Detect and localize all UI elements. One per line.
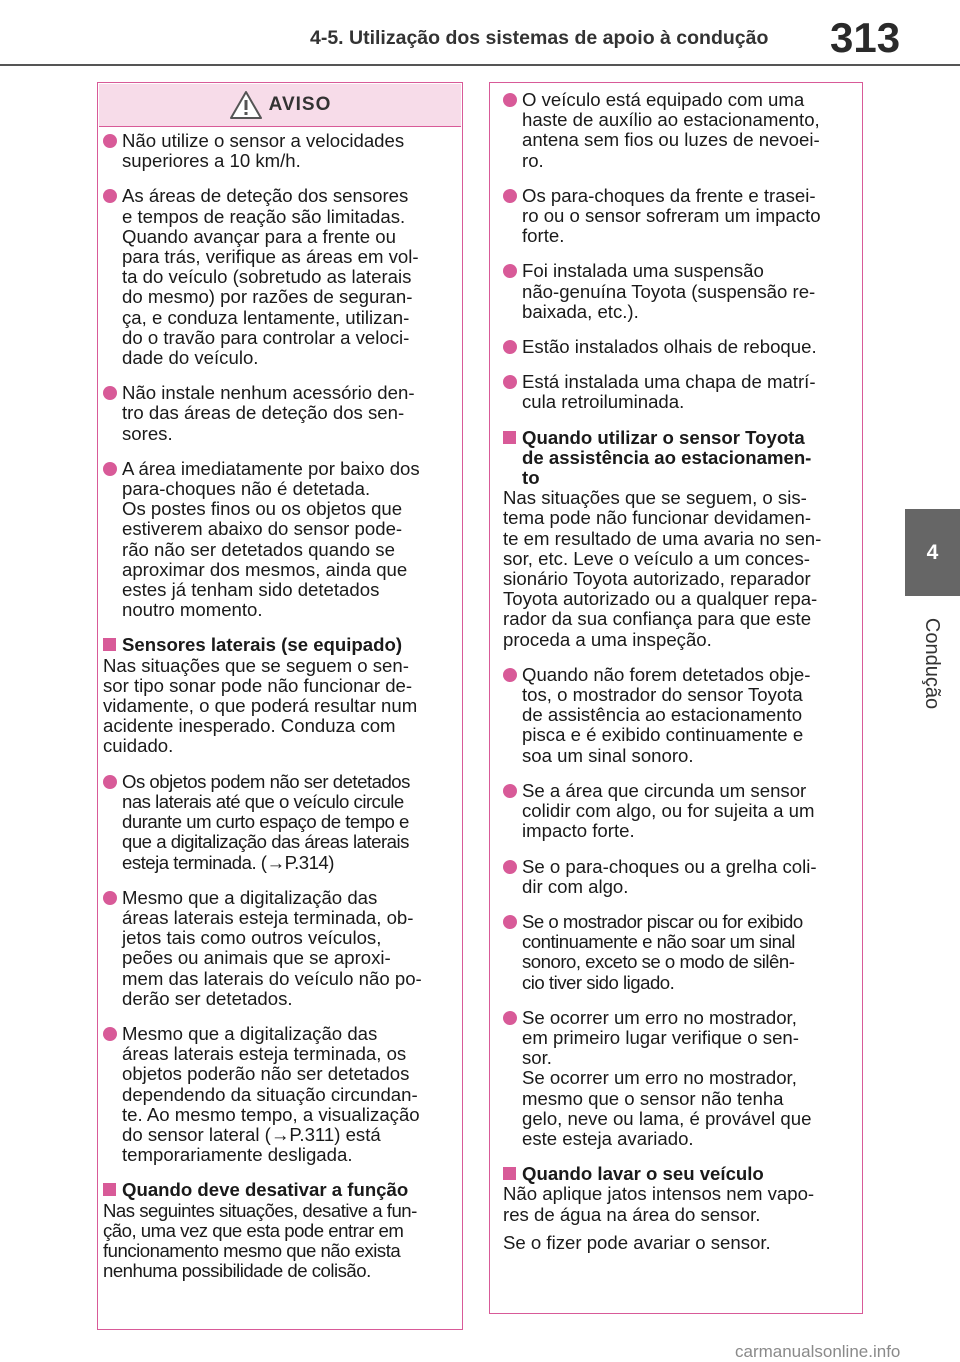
warning-item: Foi instalada uma suspensão não-genuína Toyota (suspensão re- baixada, etc.). xyxy=(503,261,853,322)
warning-item: Os objetos podem não ser detetados nas laterais até que o veículo circule durante um curto espaço de tempo e que a digitalização das áreas laterais esteja terminada. (→P.314) xyxy=(103,772,457,873)
section-text: Nas situações que se seguem, o sis- tema pode não funcionar devidamen- te em resultado de uma avaria no sen- sor, etc. Leve o veículo a um conces- sionário Toyota autorizado, reparador Toyota autorizado ou a qualquer repa- rador da sua confiança para que este proceda a uma inspeção. xyxy=(503,487,822,650)
section-title: 4-5. Utilização dos sistemas de apoio à condução xyxy=(310,27,769,49)
page-number: 313 xyxy=(830,14,901,61)
section-text: Não aplique jatos intensos nem vapo- res de água na área do sensor. xyxy=(503,1183,815,1225)
warning-item: Os para-choques da frente e trasei- ro ou o sensor sofreram um impacto forte. xyxy=(503,186,853,247)
warning-item: A área imediatamente por baixo dos para-choques não é detetada. Os postes finos ou os objetos que estiverem abaixo do sensor pode- rão não ser detetados quando se aproximar dos mesmos, ainda que estes já tenham sido detetados noutro momento. xyxy=(103,459,457,621)
bullet-icon xyxy=(503,264,517,278)
washing-section xyxy=(503,1164,853,1253)
warning-item: Não instale nenhum acessório den- tro das áreas de deteção dos sen- sores. xyxy=(103,383,457,444)
section-text: Se o fizer pode avariar o sensor. xyxy=(503,1231,771,1253)
deactivate-section xyxy=(103,1180,457,1281)
warning-item: Se ocorrer um erro no mostrador, em primeiro lugar verifique o sen- sor. Se ocorrer um erro no mostrador, mesmo que o sensor não tenha gelo, neve ou lama, é provável que este esteja avariado. xyxy=(503,1008,853,1149)
warning-item: Não utilize o sensor a velocidades superiores a 10 km/h. xyxy=(103,131,457,171)
section-intro: Nas situações que se seguem o sen- sor tipo sonar pode não funcionar de- vidamente, o que poderá resultar num acidente inesperado. Conduza com cuidado. xyxy=(103,654,418,757)
warning-item: Mesmo que a digitalização das áreas laterais esteja terminada, ob- jetos tais como outros veículos, peões ou animais que se aproxi- mem das laterais do veículo não po- derão ser detetados. xyxy=(103,888,457,1009)
bullet-icon xyxy=(503,375,517,389)
bullet-icon xyxy=(503,784,517,798)
section-heading: Quando utilizar o sensor Toyota de assistência ao estacionamen- to xyxy=(503,428,853,489)
square-bullet-icon xyxy=(503,431,516,444)
bullet-icon xyxy=(503,93,517,107)
bullet-icon xyxy=(103,462,117,476)
warning-title: AVISO xyxy=(268,94,332,115)
section-heading: Quando lavar o seu veículo xyxy=(503,1164,853,1184)
bullet-icon xyxy=(103,1027,117,1041)
when-use-section xyxy=(503,428,853,650)
chapter-label-text: Condução xyxy=(921,617,944,710)
bullet-icon xyxy=(503,1011,517,1025)
bullet-icon xyxy=(103,386,117,400)
warning-item: As áreas de deteção dos sensores e tempos de reação são limitadas. Quando avançar para a frente ou para trás, verifique as áreas em vol- ta do veículo (sobretudo as laterais do mesmo) por razões de seguran- ça, e conduza lentamente, utilizan- do o travão para controlar a veloci- dade do veículo. xyxy=(103,186,457,368)
watermark: carmanualsonline.info xyxy=(735,1342,901,1361)
bullet-icon xyxy=(503,340,517,354)
bullet-icon xyxy=(103,775,117,789)
bullet-icon xyxy=(503,189,517,203)
warning-item: Está instalada uma chapa de matrí- cula retroiluminada. xyxy=(503,372,853,412)
warning-item: O veículo está equipado com uma haste de auxílio ao estacionamento, antena sem fios ou luzes de nevoei- ro. xyxy=(503,90,853,171)
square-bullet-icon xyxy=(503,1167,516,1180)
left-column xyxy=(103,131,457,1296)
bullet-icon xyxy=(503,915,517,929)
side-sensors-section xyxy=(103,635,457,756)
bullet-icon xyxy=(103,189,117,203)
square-bullet-icon xyxy=(103,1183,116,1196)
section-heading: Sensores laterais (se equipado) xyxy=(103,635,457,655)
chapter-tab[interactable] xyxy=(905,509,960,596)
bullet-icon xyxy=(103,134,117,148)
bullet-icon xyxy=(503,668,517,682)
chapter-number: 4 xyxy=(926,540,939,564)
section-heading: Quando deve desativar a função xyxy=(103,1180,457,1200)
section-text: Nas seguintes situações, desative a fun- ção, uma vez que esta pode entrar em funcionamento mesmo que não exista nenhuma possibilidade de colisão. xyxy=(103,1199,417,1282)
warning-triangle-icon xyxy=(229,90,263,120)
warning-item: Mesmo que a digitalização das áreas laterais esteja terminada, os objetos poderão não ser detetados dependendo da situação circundan- te. Ao mesmo tempo, a visualização do sensor lateral (→P.311) está temporariamente desligada. xyxy=(103,1024,457,1165)
warning-item: Se a área que circunda um sensor colidir com algo, ou for sujeita a um impacto forte. xyxy=(503,781,853,842)
bullet-icon xyxy=(503,860,517,874)
warning-header xyxy=(99,84,461,127)
header-divider xyxy=(0,64,960,66)
warning-item: Quando não forem detetados obje- tos, o mostrador do sensor Toyota de assistência ao estacionamento pisca e é exibido continuamente e soa um sinal sonoro. xyxy=(503,665,853,766)
warning-item: Estão instalados olhais de reboque. xyxy=(503,337,853,357)
bullet-icon xyxy=(103,891,117,905)
square-bullet-icon xyxy=(103,638,116,651)
chapter-label xyxy=(904,606,960,721)
right-column xyxy=(503,90,853,1268)
warning-item: Se o mostrador piscar ou for exibido continuamente e não soar um sinal sonoro, exceto se o modo de silên- cio tiver sido ligado. xyxy=(503,912,853,993)
warning-item: Se o para-choques ou a grelha coli- dir com algo. xyxy=(503,857,853,897)
